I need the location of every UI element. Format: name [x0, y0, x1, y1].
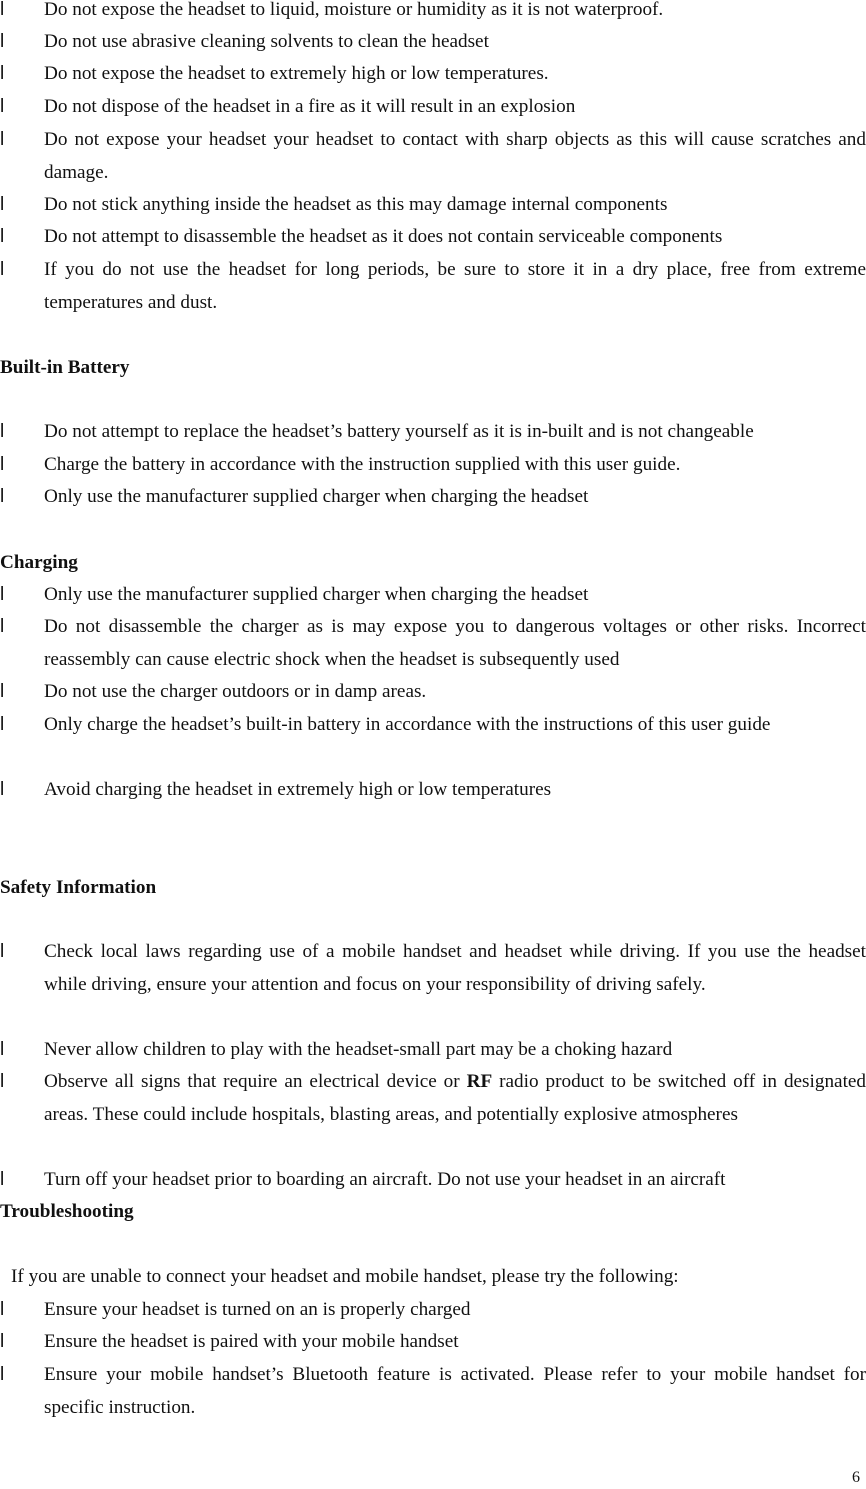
list-item-text: Do not use abrasive cleaning solvents to clean the headset — [44, 31, 489, 52]
list-item-text: Do not stick anything inside the headset as this may damage internal components — [44, 194, 668, 215]
bullet-marker: l — [0, 454, 5, 475]
bullet-marker: l — [0, 681, 5, 702]
bullet-marker: l — [0, 96, 5, 117]
bullet-marker: l — [0, 1169, 5, 1190]
bullet-marker: l — [0, 941, 5, 962]
section-heading-safety: Safety Information — [0, 877, 157, 898]
bullet-marker: l — [0, 1039, 5, 1060]
bullet-marker: l — [0, 31, 5, 52]
list-item-text: Check local laws regarding use of a mobile handset and headset while driving. If you use the headset while driving, ensure your attention and focus on your responsibility of driving safely. — [44, 941, 866, 995]
section-heading-charging: Charging — [0, 552, 78, 573]
list-item-text: Do not dispose of the headset in a fire as it will result in an explosion — [44, 96, 576, 117]
bullet-marker: l — [0, 779, 5, 800]
list-item-text: Charge the battery in accordance with the instruction supplied with this user guide. — [44, 454, 681, 475]
rf-text-after: radio product to be switched off in designated areas. These could include hospitals, blasting areas, and potentially explosive atmospheres — [44, 1071, 866, 1125]
bullet-marker: l — [0, 0, 5, 20]
list-item-text: Only use the manufacturer supplied charger when charging the headset — [44, 486, 589, 507]
list-item-text: Do not use the charger outdoors or in damp areas. — [44, 681, 427, 702]
bullet-marker: l — [0, 486, 5, 507]
bullet-marker: l — [0, 226, 5, 247]
bullet-marker: l — [0, 421, 5, 442]
list-item-text: Avoid charging the headset in extremely high or low temperatures — [44, 779, 552, 800]
bullet-marker: l — [0, 1364, 5, 1385]
list-item-text: Only charge the headset’s built-in battery in accordance with the instructions of this user guide — [44, 714, 771, 735]
list-item-text — [44, 1066, 866, 1131]
bullet-marker: l — [0, 63, 5, 84]
rf-text-before: Observe all signs that require an electrical device or — [44, 1071, 467, 1092]
page-number: 6 — [852, 1469, 860, 1486]
list-item-text: Do not expose the headset to extremely high or low temperatures. — [44, 63, 549, 84]
list-item-text: Do not disassemble the charger as is may expose you to dangerous voltages or other risks. Incorrect reassembly can cause electric shock when the headset is subsequently used — [44, 616, 866, 670]
section-heading-troubleshooting: Troubleshooting — [0, 1201, 134, 1222]
list-item-text: Only use the manufacturer supplied charger when charging the headset — [44, 584, 589, 605]
rf-term: RF — [466, 1071, 493, 1092]
bullet-marker: l — [0, 194, 5, 215]
list-item-text: Ensure your mobile handset’s Bluetooth feature is activated. Please refer to your mobile handset for specific instruction. — [44, 1364, 866, 1418]
list-item-text: Ensure the headset is paired with your mobile handset — [44, 1331, 459, 1352]
bullet-marker: l — [0, 129, 5, 150]
list-item-text: Ensure your headset is turned on an is properly charged — [44, 1299, 471, 1320]
list-item-text: Do not attempt to replace the headset’s battery yourself as it is in-built and is not changeable — [44, 421, 754, 442]
bullet-marker: l — [0, 1071, 5, 1092]
troubleshooting-intro: If you are unable to connect your headset and mobile handset, please try the following: — [11, 1266, 679, 1287]
bullet-marker: l — [0, 584, 5, 605]
bullet-marker: l — [0, 616, 5, 637]
list-item-text: Never allow children to play with the headset-small part may be a choking hazard — [44, 1039, 673, 1060]
bullet-marker: l — [0, 714, 5, 735]
bullet-marker: l — [0, 1299, 5, 1320]
list-item-text: Do not attempt to disassemble the headset as it does not contain serviceable components — [44, 226, 723, 247]
list-item-text: If you do not use the headset for long periods, be sure to store it in a dry place, free from extreme temperatures and dust. — [44, 259, 866, 313]
list-item-text: Do not expose the headset to liquid, moisture or humidity as it is not waterproof. — [44, 0, 664, 20]
list-item-text: Turn off your headset prior to boarding an aircraft. Do not use your headset in an aircraft — [44, 1169, 726, 1190]
section-heading-battery: Built-in Battery — [0, 357, 130, 378]
list-item-text: Do not expose your headset your headset to contact with sharp objects as this will cause scratches and damage. — [44, 129, 866, 183]
bullet-marker: l — [0, 259, 5, 280]
bullet-marker: l — [0, 1331, 5, 1352]
